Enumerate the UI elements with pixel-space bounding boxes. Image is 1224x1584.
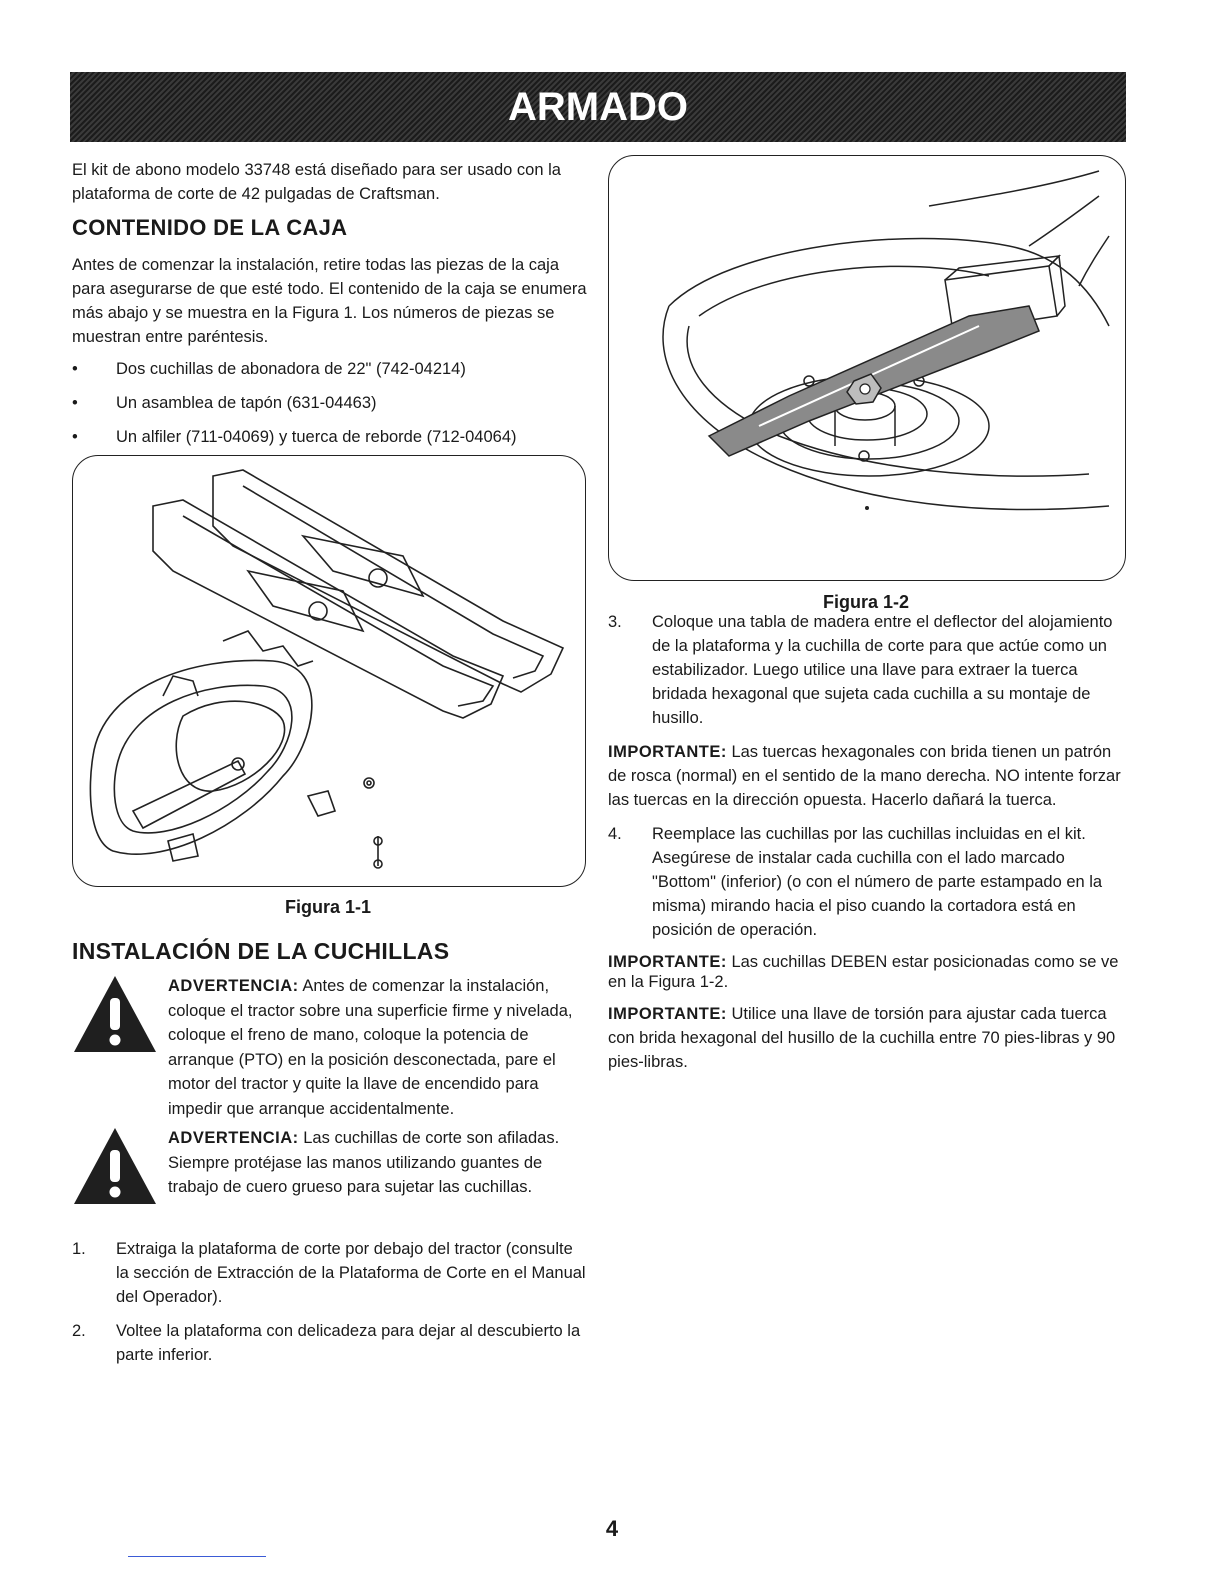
list-item: 2. Voltee la plataforma con delicadeza para dejar al descubierto la parte inferior. [72,1322,581,1364]
figure-1-1 [72,455,586,887]
steps-left [72,1237,587,1377]
steps-list-right-b [608,822,1126,942]
box-contents-list [72,357,587,449]
list-item: 1. Extraiga la plataforma de corte por debajo del tractor (consulte la sección de Extracción de la Plataforma de Corte en el Manual del Operador). [72,1240,586,1306]
steps-list-left [72,1237,587,1367]
intro-paragraph: El kit de abono modelo 33748 está diseñado para ser usado con la plataforma de corte de 42 pulgadas de Craftsman. [72,161,561,203]
box-contents-section [72,215,587,459]
list-item: • Un asamblea de tapón (631-04463) [72,394,377,412]
warning-1-text: ADVERTENCIA: Antes de comenzar la instalación, coloque el tractor sobre una superficie firme y nivelada, coloque el freno de mano, coloque la potencia de arranque (PTO) en la posición desconectada, pare el motor del tractor y quite la llave de encendido para impedir que arranque accidentalmente. [168,977,573,1118]
list-item: • Dos cuchillas de abonadora de 22" (742-04214) [72,360,466,378]
important-note-2: IMPORTANTE: Las cuchillas DEBEN estar posicionadas como se ve en la Figura 1-2. [608,953,1119,991]
figure-1-1-caption: Figura 1-1 [284,897,372,917]
important-note-3: IMPORTANTE: Utilice una llave de torsión para ajustar cada tuerca con brida hexagonal del husillo de la cuchilla entre 70 pies-libras y 90 pies-libras. [608,1005,1116,1071]
figure-1-2-caption: Figura 1-2 [822,592,910,612]
list-item: • Un alfiler (711-04069) y tuerca de reborde (712-04064) [72,428,517,446]
warning-triangle-icon [72,974,158,1054]
page-title: ARMADO [508,84,688,129]
warning-2 [72,1126,587,1206]
page-number: 4 [605,1516,619,1541]
blade-install-section [72,938,587,965]
figure-1-2 [608,155,1126,581]
mulching-blades-illustration [73,456,585,886]
list-item: 4. Reemplace las cuchillas por las cuchillas incluidas en el kit. Asegúrese de instalar cada cuchilla con el lado marcado "Bottom" (inferior) (o con el número de parte estampado en la misma) mirando hacia el piso cuando la cortadora está en posición de operación. [608,825,1103,939]
intro-paragraph-wrap [72,158,587,206]
box-contents-heading: CONTENIDO DE LA CAJA [72,215,348,240]
step-3-wrap [608,610,1126,1084]
mower-deck-blade-illustration [609,156,1125,580]
warning-2-text: ADVERTENCIA: Las cuchillas de corte son afiladas. Siempre protéjase las manos utilizando guantes de trabajo de cuero grueso para sujetar las cuchillas. [168,1129,560,1196]
warning-triangle-icon [72,1126,158,1206]
footer-divider [128,1556,266,1557]
list-item: 3. Coloque una tabla de madera entre el deflector del alojamiento de la plataforma y la cuchilla de corte para que actúe como un estabilizador. Luego utilice una llave para extraer la tuerca bridada hexagonal que sujeta cada cuchilla a su montaje de husillo. [608,613,1113,727]
blade-install-heading: INSTALACIÓN DE LA CUCHILLAS [72,938,450,964]
box-contents-paragraph: Antes de comenzar la instalación, retire todas las piezas de la caja para asegurarse de que esté todo. El contenido de la caja se enumera más abajo y se muestra en la Figura 1. Los números de piezas se muestran entre paréntesis. [72,256,587,346]
warning-1 [72,974,587,1121]
section-banner [70,72,1126,142]
important-note-1: IMPORTANTE: Las tuercas hexagonales con brida tienen un patrón de rosca (normal) en el sentido de la mano derecha. NO intente forzar las tuercas en la dirección opuesta. Hacerlo dañará la tuerca. [608,743,1121,809]
steps-list-right-a [608,610,1126,730]
